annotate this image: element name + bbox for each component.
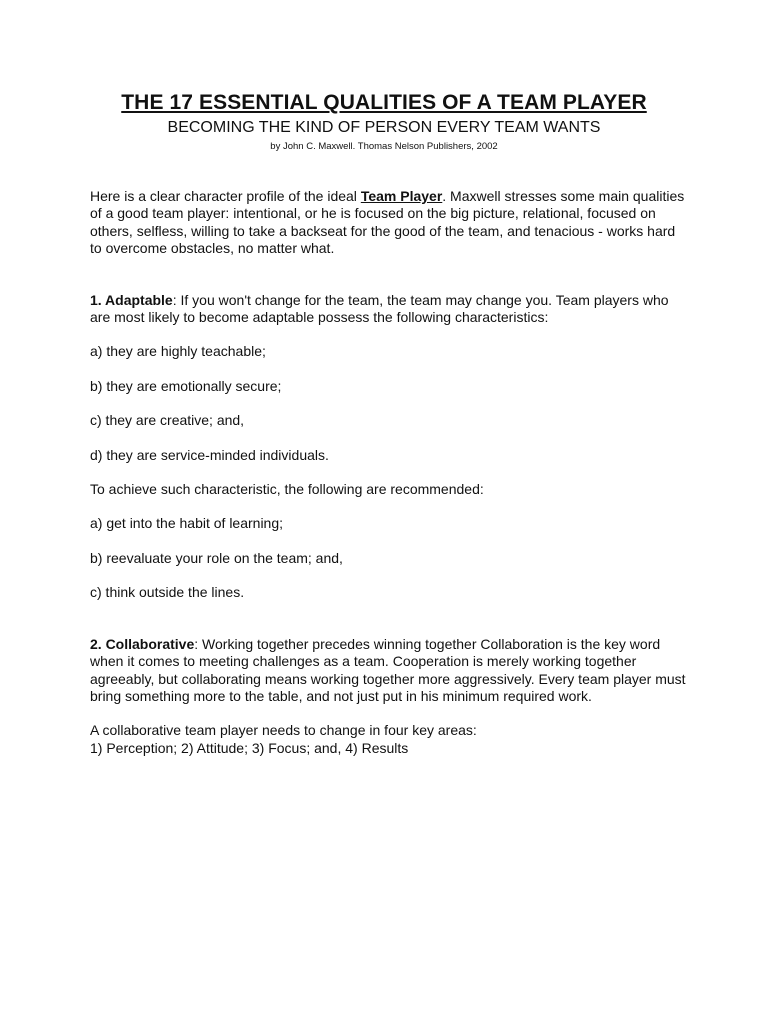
section2-heading: 2. Collaborative xyxy=(90,635,195,652)
intro-text-before: Here is a clear character profile of the ideal xyxy=(90,188,361,204)
section1-text: : If you won't change for the team, the team may change you. Team players who are most likely to become adaptable possess the following characteristics: xyxy=(90,291,669,326)
list-item: c) think outside the lines. xyxy=(90,584,245,601)
section1-paragraph xyxy=(90,292,690,327)
list-item: d) they are service-minded individuals. xyxy=(90,446,329,463)
list-item: a) they are highly teachable; xyxy=(90,343,266,360)
intro-highlight: Team Player xyxy=(360,188,443,204)
list-item: a) get into the habit of learning; xyxy=(90,515,284,532)
document-subtitle: BECOMING THE KIND OF PERSON EVERY TEAM WANTS xyxy=(167,119,601,136)
list-item: c) they are creative; and, xyxy=(90,412,245,429)
section1-heading: 1. Adaptable xyxy=(90,291,173,308)
section2-paragraph xyxy=(90,636,690,706)
section2-areas-intro: A collaborative team player needs to change in four key areas: xyxy=(90,722,477,739)
list-item: b) reevaluate your role on the team; and, xyxy=(90,549,343,566)
intro-paragraph xyxy=(90,188,690,258)
intro-text-after: . Maxwell stresses some main qualities of a good team player: intentional, or he is focused on the big picture, relational, focused on others, selfless, willing to take a backseat for the good of the team, and tenacious - works hard to overcome obstacles, no matter what. xyxy=(90,188,685,257)
list-item: b) they are emotionally secure; xyxy=(90,377,282,394)
section2-text: : Working together precedes winning together Collaboration is the key word when it comes to meeting challenges as a team. Cooperation is merely working together agreeably, but collaborating means working together more aggressively. Every team player must bring something more to the table, and not just put in his minimum required work. xyxy=(90,635,686,704)
document-byline: by John C. Maxwell. Thomas Nelson Publishers, 2002 xyxy=(270,141,498,152)
section2-areas: 1) Perception; 2) Attitude; 3) Focus; and, 4) Results xyxy=(90,739,409,756)
section1-recommend-intro: To achieve such characteristic, the following are recommended: xyxy=(90,481,484,498)
document-title: THE 17 ESSENTIAL QUALITIES OF A TEAM PLAYER xyxy=(121,91,647,114)
document-body xyxy=(90,188,690,757)
